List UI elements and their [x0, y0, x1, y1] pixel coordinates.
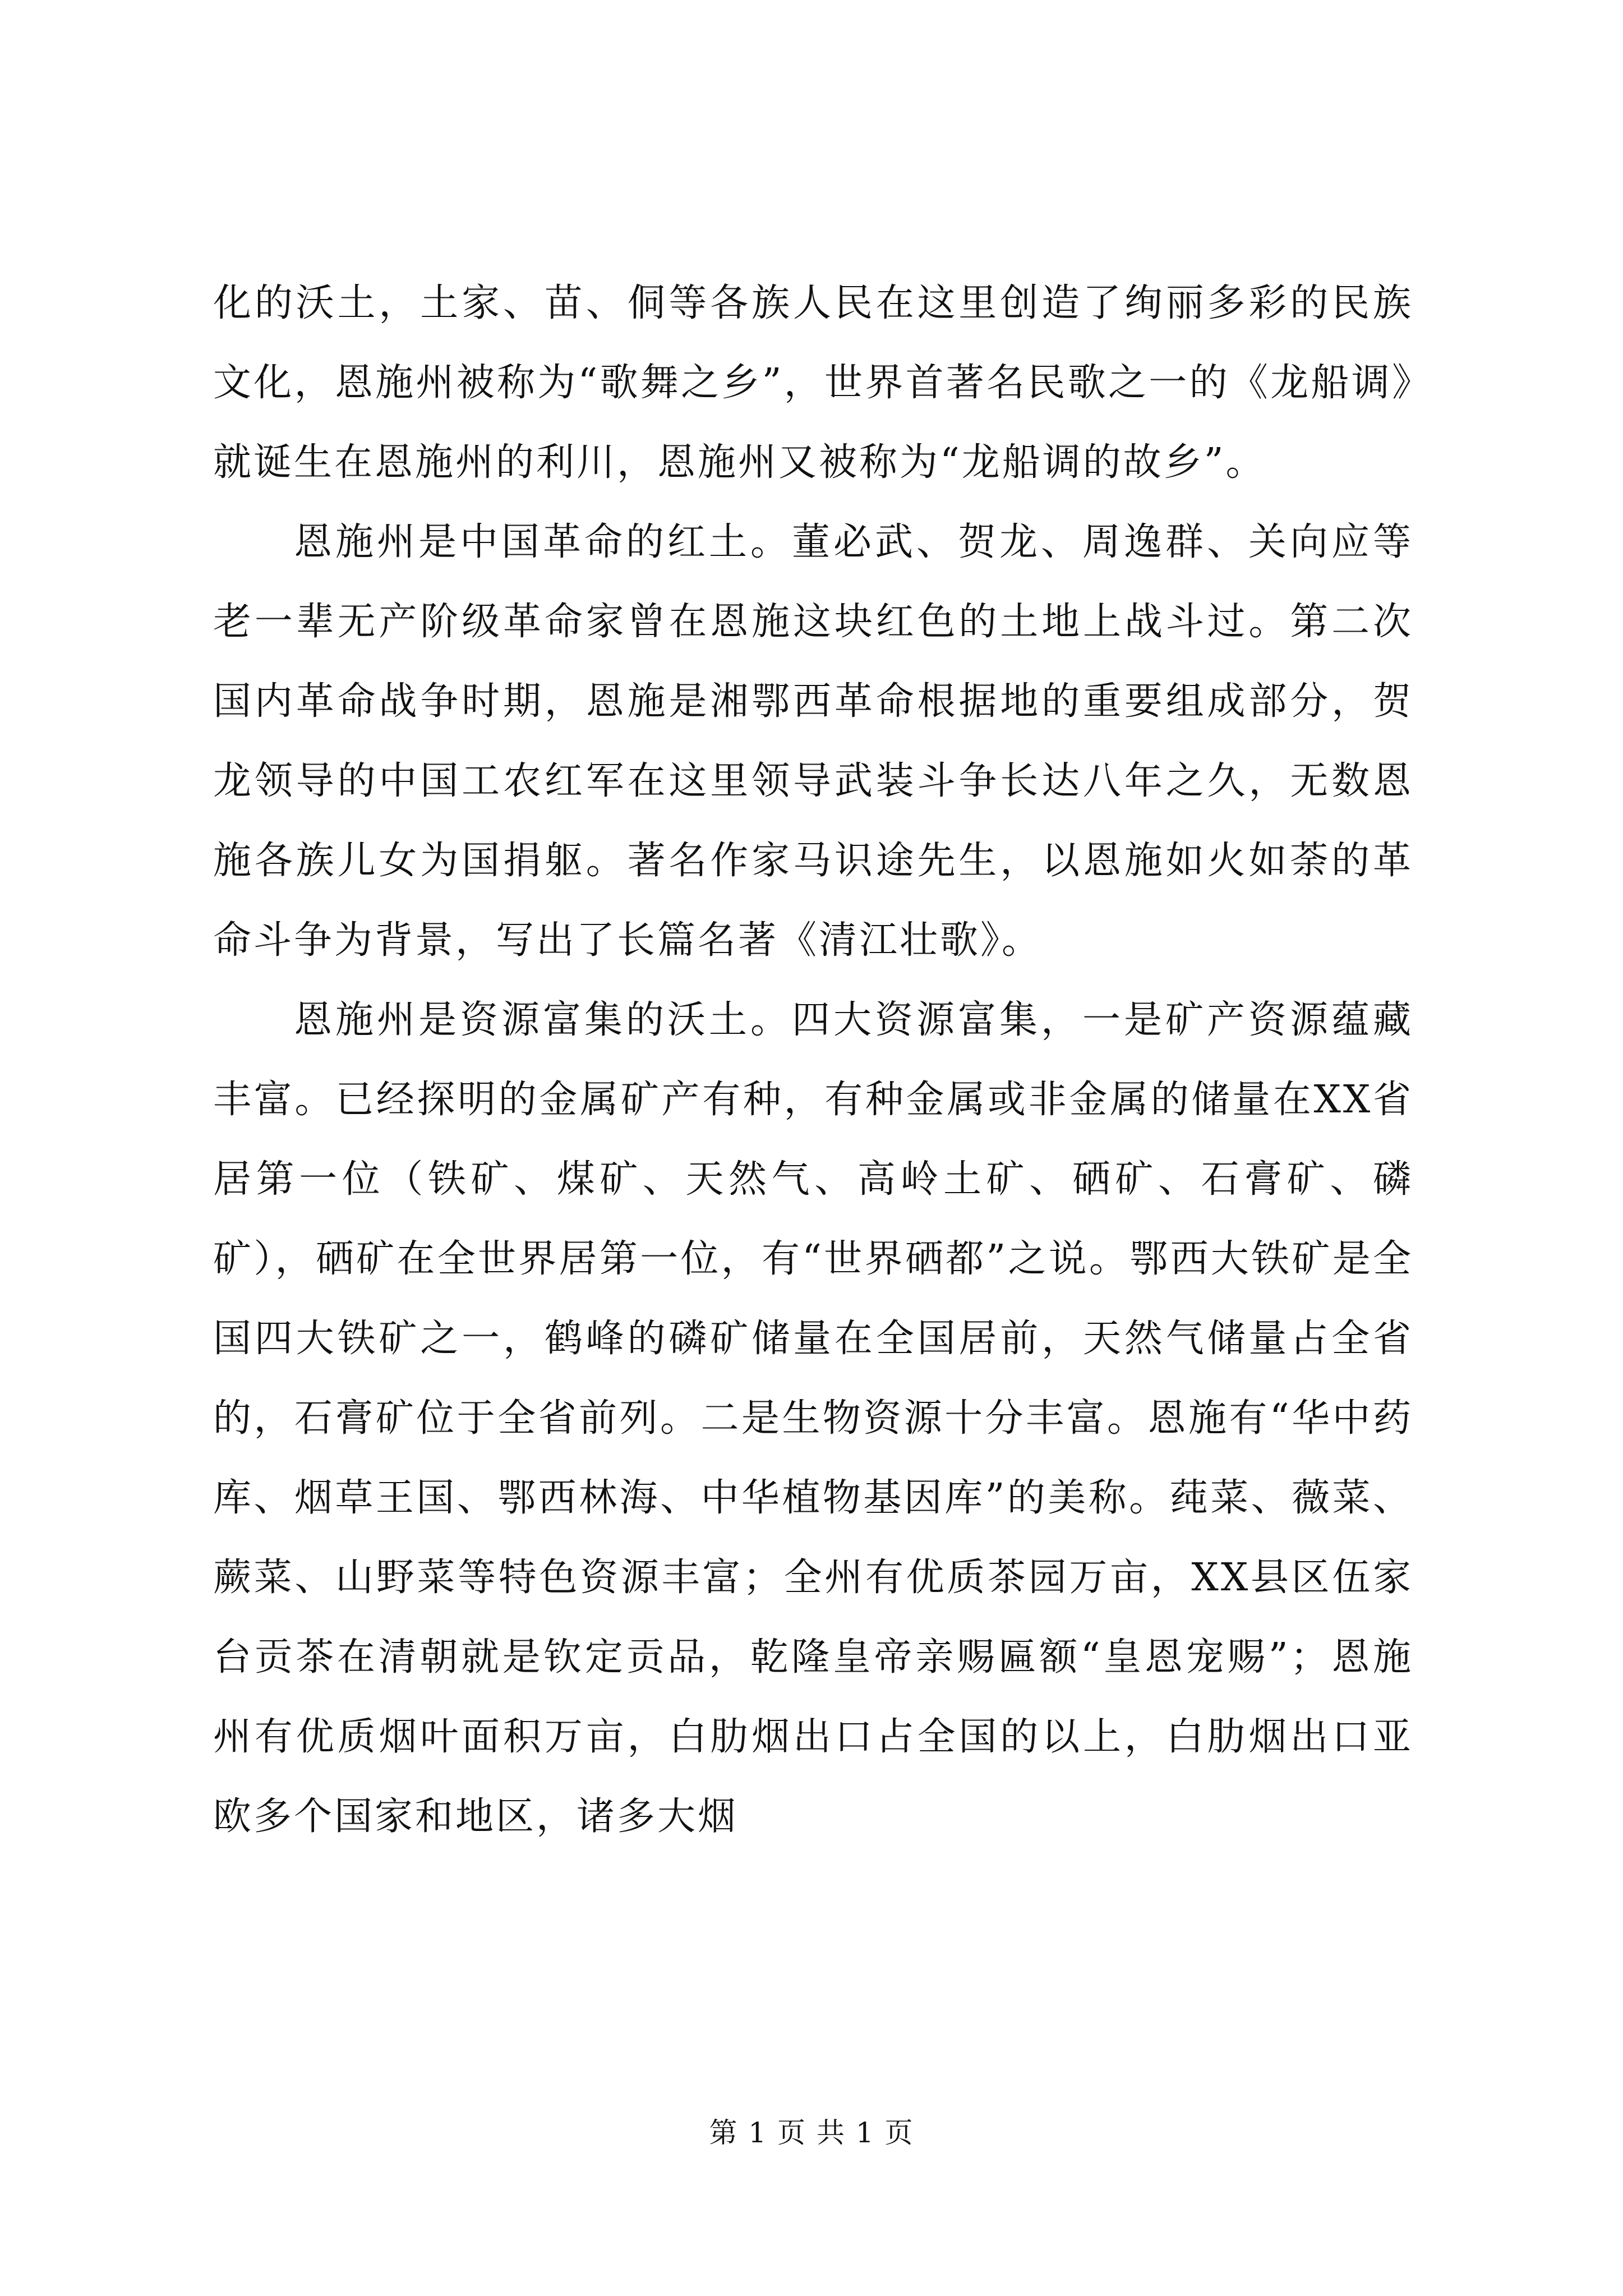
- paragraph-resources: 恩施州是资源富集的沃土。四大资源富集，一是矿产资源蕴藏丰富。已经探明的金属矿产有种，有种金属或非金属的储量在XX省居第一位（铁矿、煤矿、天然气、高岭土矿、硒矿、石膏矿、磷矿），硒矿在全世界居第一位，有“世界硒都”之说。鄂西大铁矿是全国四大铁矿之一，鹤峰的磷矿储量在全国居前，天然气储量占全省的，石膏矿位于全省前列。二是生物资源十分丰富。恩施有“华中药库、烟草王国、鄂西林海、中华植物基因库”的美称。莼菜、薇菜、蕨菜、山野菜等特色资源丰富；全州有优质茶园万亩，XX县区伍家台贡茶在清朝就是钦定贡品，乾隆皇帝亲赐匾额“皇恩宠赐”；恩施州有优质烟叶面积万亩，白肋烟出口占全国的以上，白肋烟出口亚欧多个国家和地区，诸多大烟: [213, 998, 1413, 1839]
- document-body: [213, 264, 1413, 1857]
- page-footer: 第 1 页 共 1 页: [709, 2116, 914, 2149]
- paragraph-culture: 化的沃土，土家、苗、侗等各族人民在这里创造了绚丽多彩的民族文化，恩施州被称为“歌舞之乡”，世界首著名民歌之一的《龙船调》就诞生在恩施州的利川，恩施州又被称为“龙船调的故乡”。: [213, 281, 1413, 485]
- paragraph-revolution: 恩施州是中国革命的红土。董必武、贺龙、周逸群、关向应等老一辈无产阶级革命家曾在恩施这块红色的土地上战斗过。第二次国内革命战争时期，恩施是湘鄂西革命根据地的重要组成部分，贺龙领导的中国工农红军在这里领导武装斗争长达八年之久，无数恩施各族儿女为国捐躯。著名作家马识途先生，以恩施如火如荼的革命斗争为背景，写出了长篇名著《清江壮歌》。: [213, 520, 1413, 963]
